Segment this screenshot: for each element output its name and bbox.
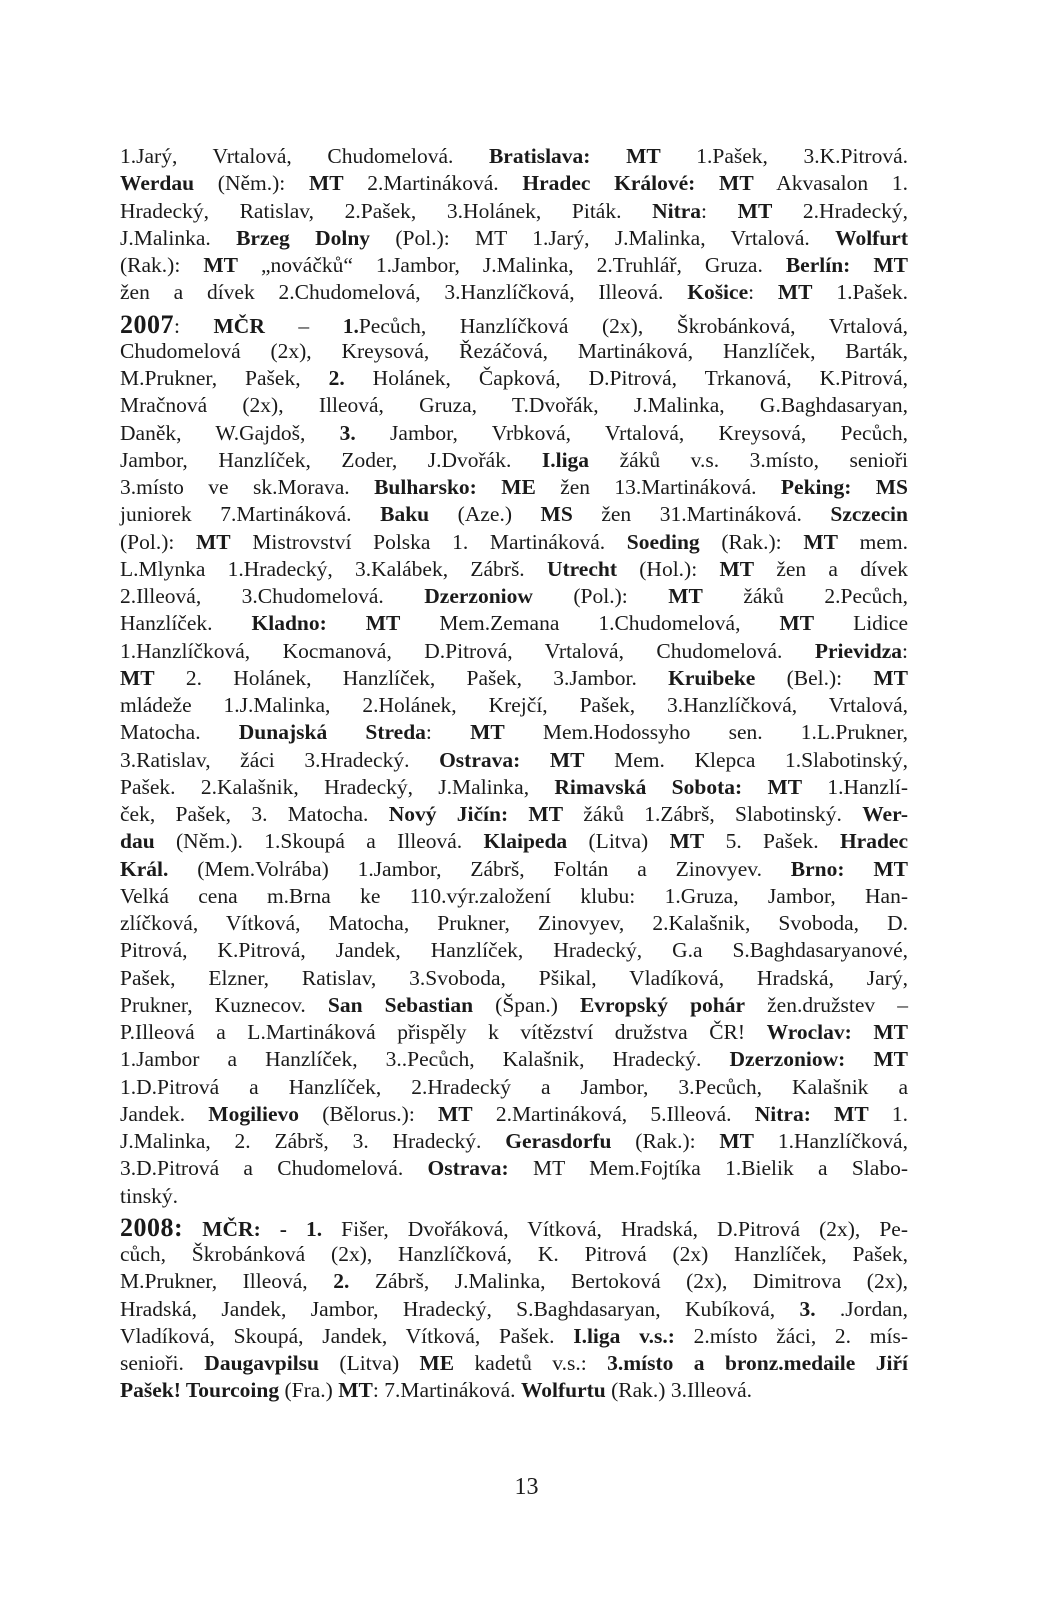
text-line — [120, 665, 908, 692]
text-run: Mem. Klepca 1.Slabotinský, — [584, 747, 909, 772]
bold-text-run: Szczecin — [830, 502, 908, 527]
text-run: : — [748, 280, 778, 305]
text-line — [120, 279, 908, 306]
bold-text-run: ME — [419, 1351, 455, 1375]
bold-text-run: dau — [120, 829, 155, 854]
text-run: (Litva) — [567, 829, 670, 854]
text-run: žen a dívek 2.Chudomelová, 3.Hanzlíčková, Illeová. — [120, 280, 688, 305]
text-run: 2.místo žáci, 2. mís- — [674, 1323, 908, 1348]
text-run: tinský. — [120, 1183, 178, 1208]
bold-text-run: Bulharsko: ME — [374, 475, 536, 499]
text-run: 1.Pašek. — [812, 280, 908, 305]
text-run: Mračnová (2x), Illeová, Gruza, T.Dvořák, J.Malinka, G.Baghdasaryan, — [120, 393, 908, 418]
text-line — [120, 1019, 908, 1046]
text-run: žen.družstev – — [745, 992, 909, 1017]
bold-text-run: Nitra: MT — [754, 1101, 869, 1126]
bold-text-run: Wolfurtu — [520, 1378, 606, 1403]
text-line — [120, 1074, 908, 1101]
page-number: 13 — [514, 1474, 539, 1500]
text-run: (Pol.): — [532, 584, 669, 608]
text-run: Akvasalon 1. — [753, 171, 908, 196]
text-line — [120, 1128, 908, 1155]
bold-text-run: Wolfurt — [835, 225, 908, 250]
text-run: (Pol.): MT 1.Jarý, J.Malinka, Vrtalová. — [370, 225, 836, 250]
bold-text-run: Gerasdorfu — [505, 1129, 612, 1153]
bold-text-run: Dzerzoniow — [424, 584, 533, 608]
text-run: žáků 1.Zábrš, Slabotinský. — [563, 802, 863, 826]
text-run: 3.Ratislav, žáci 3.Hradecký. — [120, 747, 440, 772]
bold-text-run: MT — [196, 529, 231, 554]
text-line — [120, 365, 908, 392]
text-run: Hanzlíček. — [120, 611, 252, 636]
text-run: .Jordan, — [815, 1296, 908, 1321]
bold-text-run: Evropský pohár — [579, 992, 746, 1017]
bold-text-run: Dunajská Streda — [238, 720, 426, 745]
bold-text-run: MT — [737, 198, 773, 223]
bold-text-run: Utrecht — [546, 556, 617, 581]
text-line — [120, 583, 908, 610]
text-run: 2.Hradecký, — [772, 198, 908, 223]
bold-text-run: 1. — [342, 313, 359, 338]
bold-text-run: Nový Jičín: MT — [388, 802, 564, 826]
bold-text-run: Kruibeke — [668, 665, 756, 690]
text-run: Lidice — [814, 611, 908, 636]
text-run: 2.Illeová, 3.Chudomelová. — [120, 584, 425, 608]
text-run: Chudomelová (2x), Kreysová, Řezáčová, Martináková, Hanzlíček, Barták, — [120, 338, 908, 363]
text-run: Fišer, Dvořáková, Vítková, Hradská, D.Pitrová (2x), Pe- — [322, 1216, 909, 1241]
text-line — [120, 801, 908, 828]
text-run: Pitrová, K.Pitrová, Jandek, Hanzlíček, Hradecký, G.a S.Baghdasaryanové, — [120, 938, 908, 963]
year-heading: 2007 — [120, 309, 174, 339]
bold-text-run: MČR: - 1. — [202, 1216, 323, 1241]
text-line — [120, 529, 908, 556]
text-run: (Bělorus.): — [299, 1101, 438, 1126]
text-run: : — [902, 638, 908, 663]
text-run: M.Prukner, Pašek, — [120, 366, 329, 390]
text-line — [120, 638, 908, 665]
bold-text-run: 3. — [799, 1296, 816, 1321]
text-run: 1.Hanzlíčková, Kocmanová, D.Pitrová, Vrtalová, Chudomelová. — [120, 638, 815, 663]
text-run: 1.Jambor a Hanzlíček, 3..Pecůch, Kalašnik, Hradecký. — [120, 1047, 730, 1072]
text-line — [120, 1183, 908, 1210]
text-run: žáků 2.Pecůch, — [702, 584, 908, 608]
text-run: 1. — [868, 1101, 909, 1126]
text-run — [183, 1217, 202, 1241]
bold-text-run: MS — [540, 502, 573, 527]
text-run: J.Malinka, 2. Zábrš, 3. Hradecký. — [120, 1129, 506, 1153]
text-run: Zábrš, J.Malinka, Bertoková (2x), Dimitrova (2x), — [349, 1269, 908, 1294]
bold-text-run: MT — [120, 665, 155, 690]
text-line — [120, 1241, 908, 1268]
text-run: 2. Holánek, Hanzlíček, Pašek, 3.Jambor. — [154, 665, 669, 690]
text-run: 2.Martináková. — [343, 171, 523, 196]
text-line — [120, 692, 908, 719]
text-line — [120, 447, 908, 474]
text-run: J.Malinka. — [120, 225, 237, 250]
bold-text-run: Nitra — [652, 198, 702, 223]
text-line — [120, 1323, 908, 1350]
text-line — [120, 883, 908, 910]
text-run: : 7.Martináková. — [372, 1378, 521, 1403]
bold-text-run: 2. — [328, 366, 345, 390]
results-text — [120, 143, 908, 1405]
bold-text-run: MT — [669, 829, 705, 854]
bold-text-run: Košice — [687, 280, 749, 305]
bold-text-run: Mogilievo — [208, 1101, 300, 1126]
text-run: : — [425, 720, 471, 745]
text-run: kadetů v.s.: — [454, 1351, 608, 1375]
bold-text-run: Wer- — [862, 802, 908, 826]
text-run: žáků v.s. 3.místo, senioři — [589, 447, 908, 472]
text-line — [120, 420, 908, 447]
text-line — [120, 1101, 908, 1128]
bold-text-run: MT — [668, 584, 703, 608]
bold-text-run: Daugavpilsu — [204, 1351, 320, 1375]
text-run: 1.Hanzlíčková, — [754, 1129, 908, 1153]
bold-text-run: MT — [626, 144, 661, 168]
text-run: (Rak.): — [699, 529, 804, 554]
text-run: mládeže 1.J.Malinka, 2.Holánek, Krejčí, Pašek, 3.Hanzlíčková, Vrtalová, — [120, 693, 908, 717]
text-line — [120, 828, 908, 855]
bold-text-run: MT — [203, 253, 238, 277]
text-run: Jambor, Vrbková, Vrtalová, Kreysová, Pecůch, — [355, 420, 909, 445]
text-run: juniorek 7.Martináková. — [120, 502, 381, 527]
text-run: (Hol.): — [617, 556, 720, 581]
text-run: Vladíková, Skoupá, Jandek, Vítková, Pašek. — [120, 1323, 574, 1348]
text-run: (Bel.): — [755, 665, 874, 690]
text-line — [120, 198, 908, 225]
bold-text-run: MT — [873, 665, 908, 690]
bold-text-run: Rimavská Sobota: MT — [554, 774, 803, 799]
text-run: Mistrovství Polska 1. Martináková. — [230, 529, 627, 554]
bold-text-run: Ostrava: MT — [439, 747, 585, 772]
text-run: cůch, Škrobánková (2x), Hanzlíčková, K. Pitrová (2x) Hanzlíček, Pašek, — [120, 1242, 908, 1266]
bold-text-run: 3.místo a bronz.medaile Jiří — [607, 1351, 908, 1375]
bold-text-run: MT — [470, 720, 505, 745]
text-line — [120, 1350, 908, 1377]
text-run: Jandek. — [120, 1101, 209, 1126]
text-line — [120, 143, 908, 170]
text-run: 2.Martináková, 5.Illeová. — [472, 1101, 755, 1126]
text-run: Mem.Hodossyho sen. 1.L.Prukner, — [504, 720, 908, 745]
bold-text-run: Hradec Králové: MT — [522, 171, 754, 196]
text-line — [120, 1155, 908, 1182]
text-run: žen 13.Martináková. — [535, 475, 781, 499]
bold-text-run: MT — [437, 1101, 473, 1126]
bold-text-run: MT — [777, 280, 813, 305]
bold-text-run: MT — [719, 556, 755, 581]
bold-text-run: MT — [779, 611, 815, 636]
bold-text-run: Brzeg Dolny — [236, 225, 371, 250]
text-line — [120, 338, 908, 365]
text-run: (Pol.): — [120, 529, 197, 554]
bold-text-run: Dzerzoniow: MT — [729, 1047, 908, 1072]
bold-text-run: Wroclav: MT — [766, 1020, 908, 1044]
text-run: Pašek. 2.Kalašnik, Hradecký, J.Malinka, — [120, 774, 555, 799]
text-run: Pašek, Elzner, Ratislav, 3.Svoboda, Pšikal, Vladíková, Hradská, Jarý, — [120, 965, 908, 990]
bold-text-run: Bratislava: — [488, 144, 591, 168]
text-run: (Fra.) — [279, 1378, 339, 1403]
bold-text-run: Brno: MT — [790, 856, 908, 881]
text-line — [120, 910, 908, 937]
text-run: 3.místo ve sk.Morava. — [120, 475, 375, 499]
bold-text-run: 3. — [339, 420, 356, 445]
text-line — [120, 501, 908, 528]
text-line — [120, 937, 908, 964]
text-run: zlíčková, Vítková, Matocha, Prukner, Zinovyev, 2.Kalašnik, Svoboda, D. — [120, 911, 908, 935]
text-line — [120, 1214, 908, 1241]
bold-text-run: San Sebastian — [327, 992, 474, 1017]
bold-text-run: I.liga — [541, 447, 590, 472]
text-run: Pecůch, Hanzlíčková (2x), Škrobánková, Vrtalová, — [358, 313, 909, 338]
text-run: MT Mem.Fojtíka 1.Bielik a Slabo- — [508, 1156, 908, 1181]
text-line — [120, 1268, 908, 1295]
text-run: Holánek, Čapková, D.Pitrová, Trkanová, K.Pitrová, — [344, 366, 908, 390]
text-line — [120, 556, 908, 583]
text-run: 1.Jarý, Vrtalová, Chudomelová. — [120, 144, 489, 168]
bold-text-run: Pašek! Tourcoing — [120, 1378, 280, 1403]
text-run: 1.Hanzlí- — [802, 774, 909, 799]
text-run: – — [264, 313, 343, 338]
bold-text-run: MT — [719, 1129, 755, 1153]
bold-text-run: MT — [338, 1378, 373, 1403]
text-run: 1.Pašek, 3.K.Pitrová. — [660, 144, 909, 168]
text-run: 1.D.Pitrová a Hanzlíček, 2.Hradecký a Jambor, 3.Pecůch, Kalašnik a — [120, 1074, 908, 1099]
text-run: žen a dívek — [754, 556, 908, 581]
text-run: (Mem.Volrába) 1.Jambor, Zábrš, Foltán a Zinovyev. — [168, 856, 791, 881]
bold-text-run: Soeding — [626, 529, 700, 554]
text-line — [120, 1377, 908, 1404]
text-line — [120, 610, 908, 637]
text-run: Matocha. — [120, 720, 239, 745]
text-line — [120, 1296, 908, 1323]
text-run: Mem.Zemana 1.Chudomelová, — [400, 611, 780, 636]
text-run: mem. — [837, 529, 908, 554]
bold-text-run: I.liga v.s.: — [573, 1323, 675, 1348]
text-line — [120, 311, 908, 338]
bold-text-run: Berlín: MT — [785, 253, 908, 277]
text-line — [120, 965, 908, 992]
bold-text-run: Hradec — [839, 829, 908, 854]
text-run: (Rak.) 3.Illeová. — [605, 1378, 753, 1403]
text-run: L.Mlynka 1.Hradecký, 3.Kalábek, Zábrš. — [120, 556, 547, 581]
text-run: (Něm.). 1.Skoupá a Illeová. — [154, 829, 484, 854]
text-run: : — [701, 198, 738, 223]
text-run: Hradská, Jandek, Jambor, Hradecký, S.Baghdasaryan, Kubíková, — [120, 1296, 800, 1321]
text-line — [120, 170, 908, 197]
bold-text-run: Prievidza — [814, 638, 903, 663]
text-run: „nováčků“ 1.Jambor, J.Malinka, 2.Truhlář, Gruza. — [237, 253, 786, 277]
text-line — [120, 392, 908, 419]
text-line — [120, 992, 908, 1019]
text-run: (Špan.) — [473, 992, 580, 1017]
text-run: Hradecký, Ratislav, 2.Pašek, 3.Holánek, Piták. — [120, 198, 653, 223]
bold-text-run: Ostrava: — [427, 1156, 509, 1181]
text-run: (Něm.): — [194, 171, 309, 196]
text-run: ček, Pašek, 3. Matocha. — [120, 802, 389, 826]
bold-text-run: 2. — [333, 1269, 350, 1294]
text-run: Daněk, W.Gajdoš, — [120, 420, 340, 445]
text-line — [120, 225, 908, 252]
text-run: (Rak.): — [120, 253, 204, 277]
bold-text-run: Werdau — [120, 171, 195, 196]
bold-text-run: Baku — [380, 502, 430, 527]
text-line — [120, 856, 908, 883]
text-line — [120, 252, 908, 279]
bold-text-run: Král. — [120, 856, 169, 881]
text-run: (Aze.) — [429, 502, 541, 527]
text-run: (Litva) — [319, 1351, 420, 1375]
year-heading: 2008: — [120, 1212, 184, 1242]
bold-text-run: Kladno: MT — [251, 611, 401, 636]
text-run: : — [174, 313, 214, 338]
text-run: Jambor, Hanzlíček, Zoder, J.Dvořák. — [120, 447, 542, 472]
text-run: 5. Pašek. — [704, 829, 840, 854]
text-run: (Rak.): — [611, 1129, 720, 1153]
bold-text-run: Peking: MS — [780, 475, 908, 499]
bold-text-run: MT — [308, 171, 344, 196]
text-run: Prukner, Kuznecov. — [120, 992, 328, 1017]
bold-text-run: MČR — [213, 313, 265, 338]
text-run: žen 31.Martináková. — [572, 502, 831, 527]
text-run: P.Illeová a L.Martináková přispěly k vítězství družstva ČR! — [120, 1020, 767, 1044]
text-line — [120, 719, 908, 746]
text-run: senioři. — [120, 1351, 205, 1375]
bold-text-run: MT — [803, 529, 838, 554]
text-run: 3.D.Pitrová a Chudomelová. — [120, 1156, 428, 1181]
text-run — [590, 144, 626, 168]
text-line — [120, 774, 908, 801]
text-run: M.Prukner, Illeová, — [120, 1269, 334, 1294]
text-line — [120, 474, 908, 501]
bold-text-run: Klaipeda — [483, 829, 568, 854]
text-line — [120, 1046, 908, 1073]
text-run: Velká cena m.Brna ke 110.výr.založení klubu: 1.Gruza, Jambor, Han- — [120, 883, 908, 908]
text-line — [120, 747, 908, 774]
